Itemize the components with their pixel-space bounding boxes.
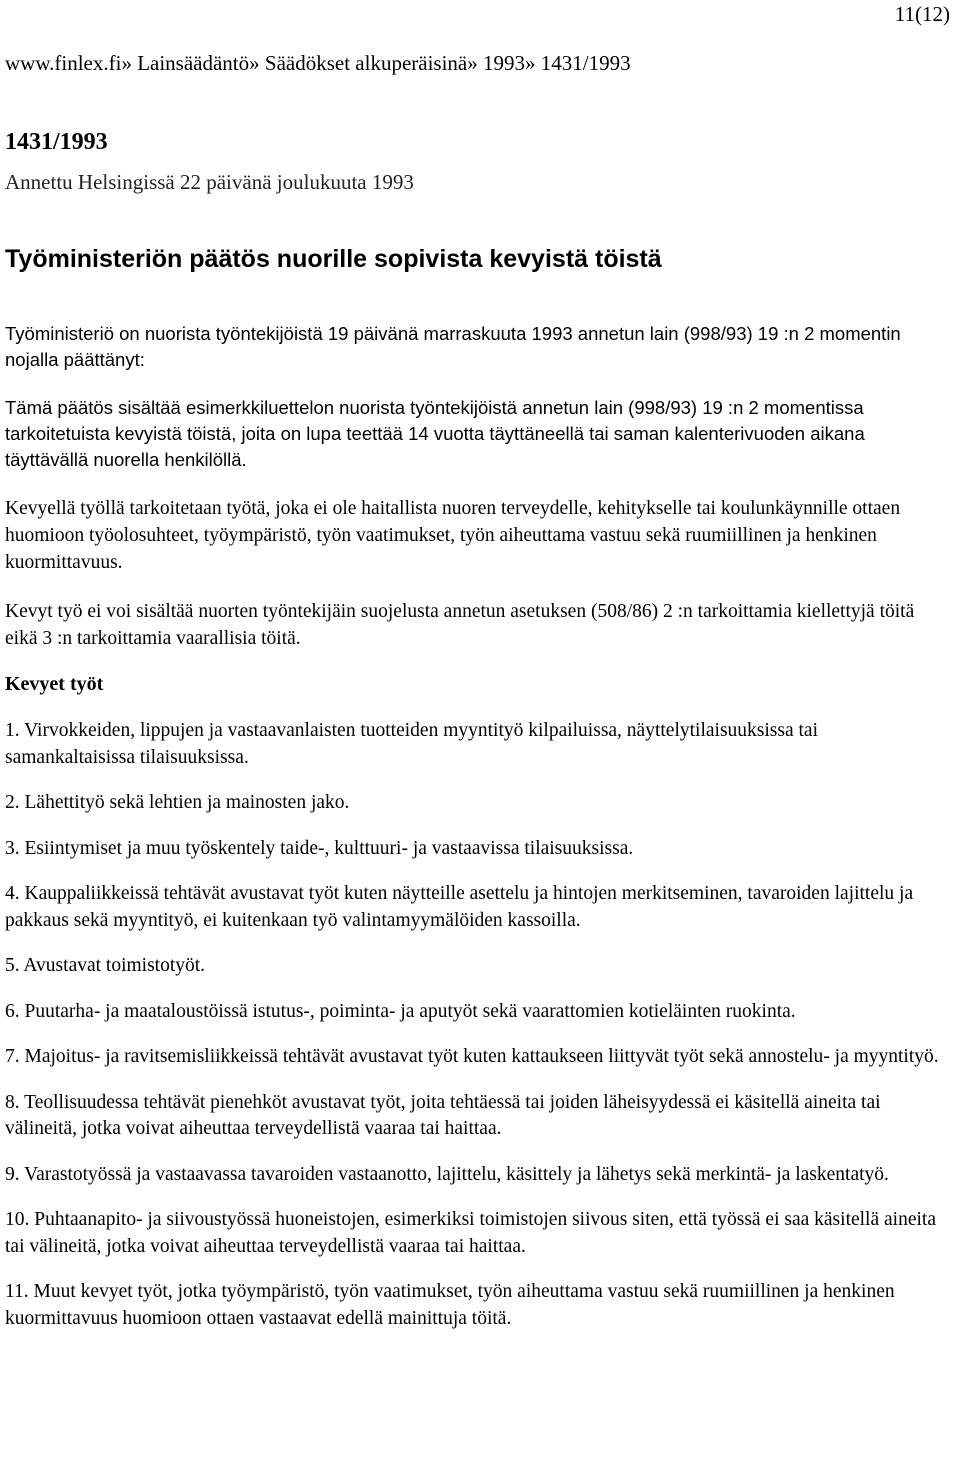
light-work-list (5, 718, 950, 1332)
document-title: Työministeriön päätös nuorille sopivista kevyistä töistä (5, 245, 662, 273)
list-item: 2. Lähettityö sekä lehtien ja mainosten jako. (5, 792, 350, 813)
list-item: 11. Muut kevyet työt, jotka työympäristö, työn vaatimukset, työn aiheuttama vastuu sekä ruumiillinen ja henkinen kuormittavuus huomioon ottaen vastaavat edellä mainittuja töitä. (5, 1281, 895, 1329)
breadcrumb: www.finlex.fi» Lainsäädäntö» Säädökset alkuperäisinä» 1993» 1431/1993 (5, 51, 631, 75)
document-body (5, 50, 950, 1332)
list-item: 4. Kauppaliikkeissä tehtävät avustavat työt kuten näytteille asettelu ja hintojen merkitseminen, tavaroiden lajittelu ja pakkaus sekä myyntityö, ei kuitenkaan työ valintamyymälöiden kassoilla. (5, 883, 914, 931)
document-date-line: Annettu Helsingissä 22 päivänä joulukuuta 1993 (5, 170, 414, 194)
list-item: 7. Majoitus- ja ravitsemisliikkeissä tehtävät avustavat työt kuten kattaukseen liittyvät työt sekä annostelu- ja myyntityö. (5, 1046, 939, 1067)
preamble-paragraph: Työministeriö on nuorista työntekijöistä 19 päivänä marraskuuta 1993 annetun lain (998/93) 19 :n 2 momentin nojalla päättänyt: (5, 323, 901, 370)
list-item: 5. Avustavat toimistotyöt. (5, 955, 206, 976)
list-heading: Kevyet työt (5, 673, 104, 695)
definition-paragraph: Kevyellä työllä tarkoitetaan työtä, joka ei ole haitallista nuoren terveydelle, kehitykselle tai koulunkäynnille ottaen huomioon työolosuhteet, työympäristö, työn vaatimukset, työn aiheuttama vastuu sekä ruumiillinen ja henkinen kuormittavuus. (5, 498, 901, 573)
list-item: 10. Puhtaanapito- ja siivoustyössä huoneistojen, esimerkiksi toimistojen siivous siten, että työssä ei saa käsitellä aineita tai välineitä, jotka voivat aiheuttaa terveydellistä vaaraa tai haittaa. (5, 1209, 936, 1257)
list-item: 1. Virvokkeiden, lippujen ja vastaavanlaisten tuotteiden myyntityö kilpailuissa, näyttelytilaisuuksissa tai samankaltaisissa tilaisuuksissa. (5, 720, 818, 768)
list-item: 3. Esiintymiset ja muu työskentely taide-, kulttuuri- ja vastaavissa tilaisuuksissa. (5, 837, 634, 859)
scope-paragraph: Tämä päätös sisältää esimerkkiluettelon nuorista työntekijöistä annetun lain (998/93) 19 :n 2 momentissa tarkoitetuista kevyistä töistä, joita on lupa teettää 14 vuotta täyttäneellä tai saman kalenterivuoden aikana täyttävällä nuorella henkilöllä. (5, 397, 865, 470)
page-number: 11(12) (894, 2, 950, 26)
list-item: 9. Varastotyössä ja vastaavassa tavaroiden vastaanotto, lajittelu, käsittely ja lähetys sekä merkintä- ja laskentatyö. (5, 1163, 889, 1185)
document-number: 1431/1993 (5, 129, 108, 155)
list-item: 6. Puutarha- ja maataloustöissä istutus-, poiminta- ja aputyöt sekä vaarattomien kotieläinten ruokinta. (5, 1000, 796, 1022)
restriction-paragraph: Kevyt työ ei voi sisältää nuorten työntekijäin suojelusta annetun asetuksen (508/86) 2 :n tarkoittamia kiellettyjä töitä eikä 3 :n tarkoittamia vaarallisia töitä. (5, 601, 915, 649)
list-item: 8. Teollisuudessa tehtävät pienehköt avustavat työt, joita tehtäessä tai joiden läheisyydessä ei käsitellä aineita tai välineitä, jotka voivat aiheuttaa terveydellistä vaaraa tai haittaa. (5, 1091, 881, 1139)
